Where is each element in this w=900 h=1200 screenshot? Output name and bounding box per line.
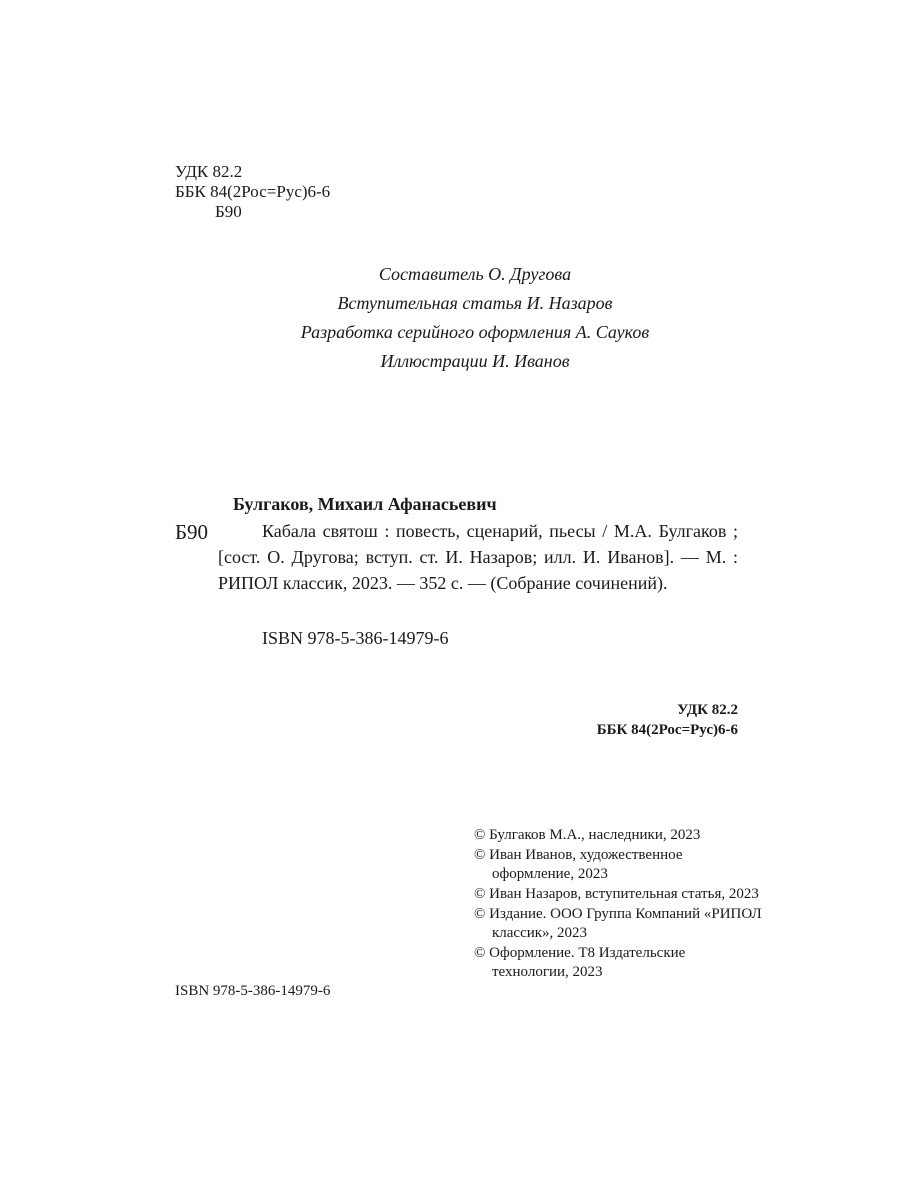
copyright-design: © Иван Иванов, художественное оформление, 2023 [474,847,683,882]
bbk-code: ББК 84(2Рос=Рус)6-6 [175,182,331,201]
credit-series-design: Разработка серийного оформления А. Сауков [300,322,650,342]
copyright-layout: © Оформление. Т8 Издательские технологии, 2023 [474,945,686,980]
udk-code: УДК 82.2 [175,162,243,181]
copyright-list [474,826,764,983]
catalog-isbn: ISBN 978-5-386-14979-6 [262,628,449,648]
credits-block [175,260,775,376]
classification-top [175,162,330,222]
catalog-author: Булгаков, Михаил Афанасьевич [233,494,497,514]
credit-introduction: Вступительная статья И. Назаров [337,293,613,313]
author-mark: Б90 [215,202,242,221]
copyright-author: © Булгаков М.А., наследники, 2023 [474,827,701,843]
classification-bottom [597,700,738,740]
udk-code-bottom: УДК 82.2 [677,702,738,718]
catalog-code: Б90 [175,520,209,544]
footer-isbn: ISBN 978-5-386-14979-6 [175,983,331,999]
copyright-introduction: © Иван Назаров, вступительная статья, 2023 [474,886,759,902]
bbk-code-bottom: ББК 84(2Рос=Рус)6-6 [596,722,738,738]
credit-compiler: Составитель О. Другова [378,264,572,284]
credit-illustrations: Иллюстрации И. Иванов [380,351,570,371]
copyright-edition: © Издание. ООО Группа Компаний «РИПОЛ классик», 2023 [474,906,762,941]
catalog-annotation: Кабала святош : повесть, сценарий, пьесы / М.А. Булгаков ; [сост. О. Другова; вступ. ст. И. Назаров; илл. И. Иванов]. — М. : РИПОЛ классик, 2023. — 352 с. — (Собрание сочинений). [218,521,738,593]
